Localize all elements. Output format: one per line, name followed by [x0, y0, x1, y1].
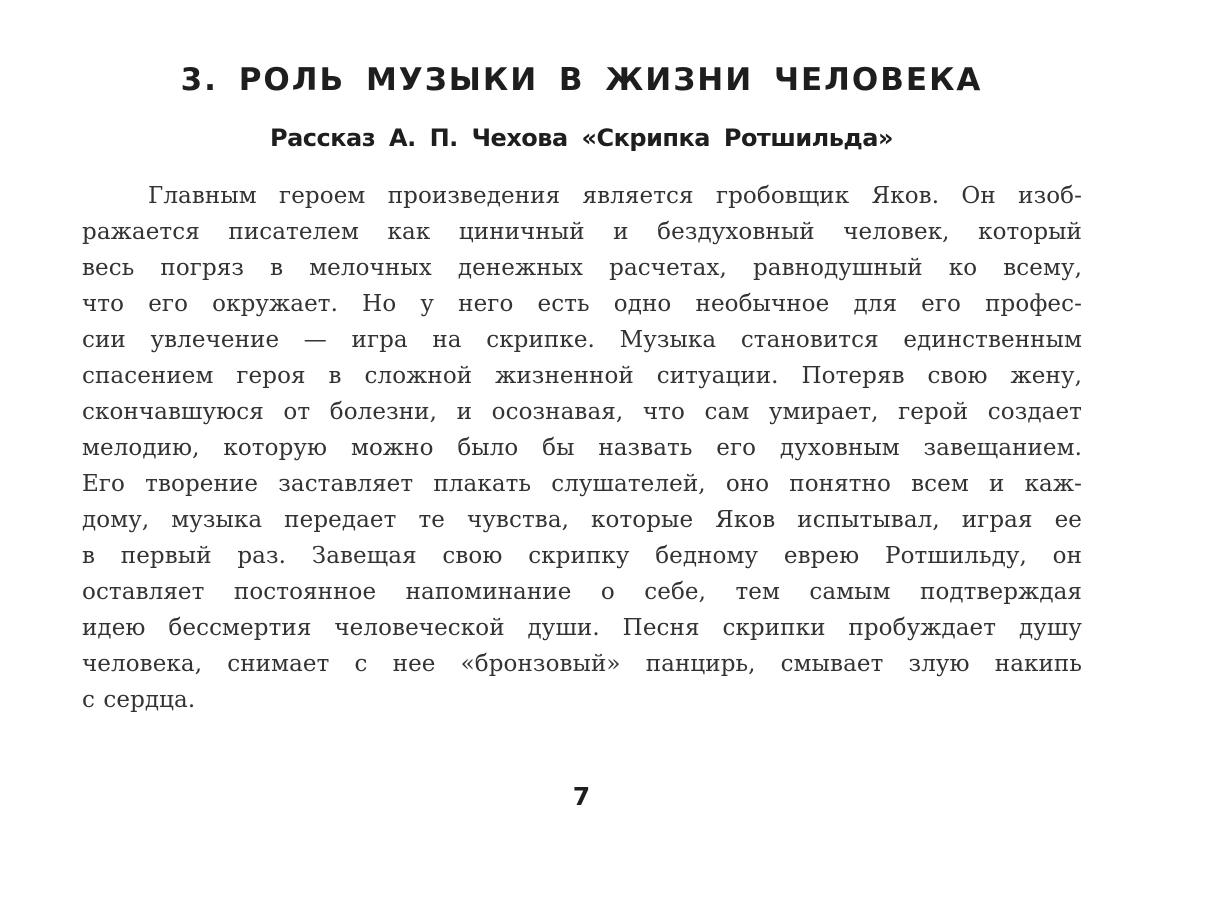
- text-line: весь погряз в мелочных денежных расчетах, равнодушный ко всему,: [82, 255, 1082, 281]
- text-line: ражается писателем как циничный и бездуховный человек, который: [82, 219, 1082, 245]
- chapter-title: 3. РОЛЬ МУЗЫКИ В ЖИЗНИ ЧЕЛОВЕКА: [180, 62, 983, 98]
- text-line: оставляет постоянное напоминание о себе, тем самым подтверждая: [82, 579, 1082, 605]
- text-line: мелодию, которую можно было бы назвать его духовным завещанием.: [82, 435, 1082, 461]
- text-line: в первый раз. Завещая свою скрипку бедному еврею Ротшильду, он: [82, 543, 1082, 569]
- text-line: сии увлечение — игра на скрипке. Музыка становится единственным: [82, 327, 1082, 353]
- body-paragraph: [82, 178, 1082, 718]
- text-line: идею бессмертия человеческой души. Песня скрипки пробуждает душу: [82, 615, 1082, 641]
- text-line: Его творение заставляет плакать слушателей, оно понятно всем и каж-: [82, 471, 1082, 497]
- text-line: Главным героем произведения является гробовщик Яков. Он изоб-: [148, 183, 1082, 209]
- text-line: спасением героя в сложной жизненной ситуации. Потеряв свою жену,: [82, 363, 1082, 389]
- text-line: скончавшуюся от болезни, и осознавая, что сам умирает, герой создает: [82, 399, 1082, 425]
- text-line: дому, музыка передает те чувства, которые Яков испытывал, играя ее: [82, 507, 1082, 533]
- page-number: 7: [572, 782, 591, 811]
- text-line: с сердца.: [82, 687, 196, 713]
- chapter-subtitle: Рассказ А. П. Чехова «Скрипка Ротшильда»: [270, 124, 893, 152]
- text-line: человека, снимает с нее «бронзовый» панцирь, смывает злую накипь: [82, 651, 1082, 677]
- text-line: что его окружает. Но у него есть одно необычное для его профес-: [82, 291, 1082, 317]
